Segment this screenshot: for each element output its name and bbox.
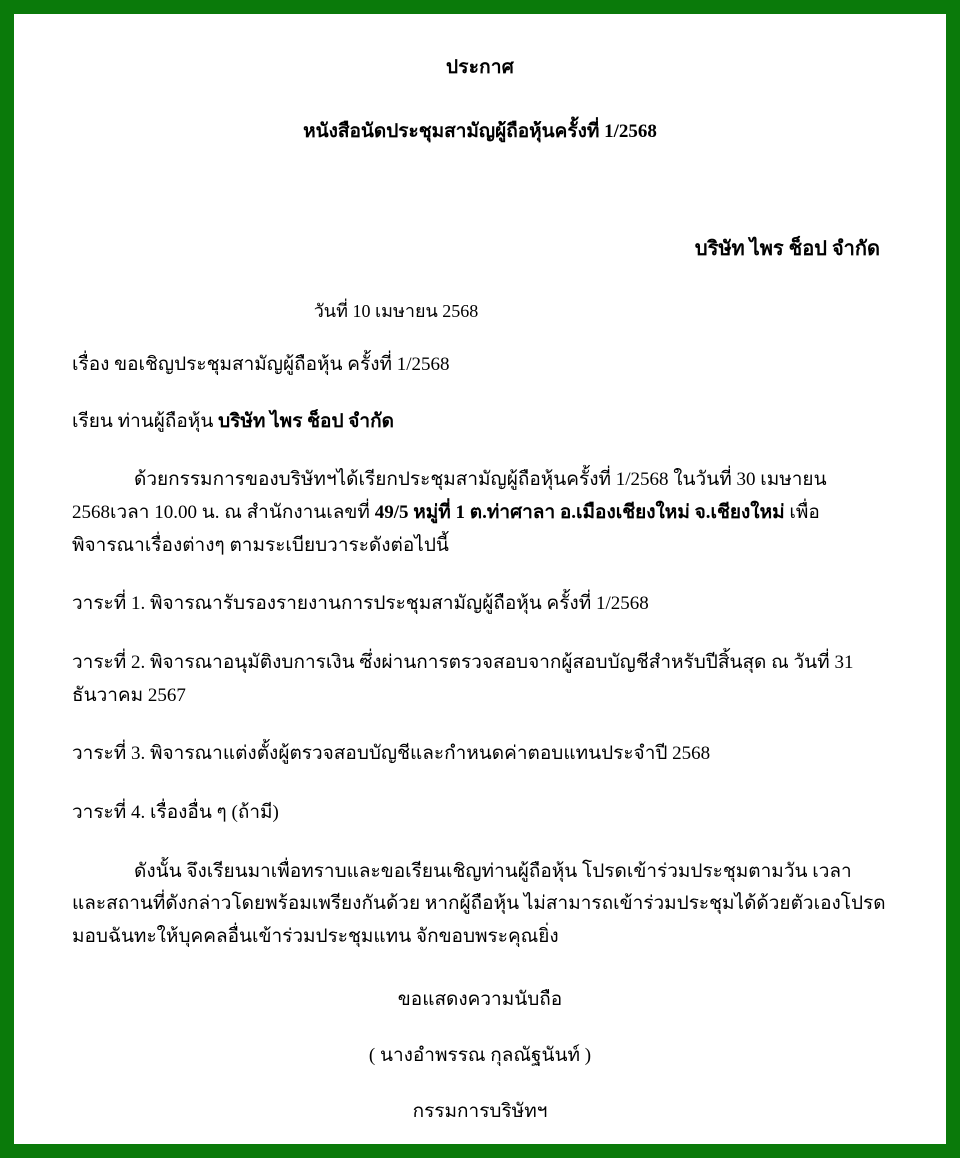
agenda-item-3: วาระที่ 3. พิจารณาแต่งตั้งผู้ตรวจสอบบัญชีและกำหนดค่าตอบแทนประจำปี 2568 (72, 743, 711, 765)
salutation-company: บริษัท ไพร ช็อป จำกัด (218, 410, 394, 432)
subject-line: เรื่อง ขอเชิญประชุมสามัญผู้ถือหุ้น ครั้งที่ 1/2568 (72, 354, 450, 375)
document-date: วันที่ 10 เมษายน 2568 (313, 301, 479, 321)
document-subheading: หนังสือนัดประชุมสามัญผู้ถือหุ้นครั้งที่ 1/2568 (303, 121, 657, 142)
agenda-item-1: วาระที่ 1. พิจารณารับรองรายงานการประชุมสามัญผู้ถือหุ้น ครั้งที่ 1/2568 (72, 593, 649, 615)
document-page (14, 14, 946, 1144)
agenda-item-2: วาระที่ 2. พิจารณาอนุมัติงบการเงิน ซึ่งผ่านการตรวจสอบจากผู้สอบบัญชีสำหรับปีสิ้นสุด ณ วันที่ 31 ธันวาคม 2567 (72, 652, 854, 706)
regards-line: ขอแสดงความนับถือ (397, 988, 563, 1010)
company-name: บริษัท ไพร ช็อป จำกัด (694, 238, 880, 260)
document-content (14, 14, 946, 1136)
body-text-part-2: เพื่อพิจารณาเรื่องต่างๆ ตามระเบียบวาระดังต่อไปนี้ (72, 502, 820, 556)
closing-paragraph: ดังนั้น จึงเรียนมาเพื่อทราบและขอเรียนเชิญท่านผู้ถือหุ้น โปรดเข้าร่วมประชุมตามวัน เวลา และสถานที่ดังกล่าวโดยพร้อมเพรียงกันด้วย หากผู้ถือหุ้น ไม่สามารถเข้าร่วมประชุมได้ด้วยตัวเองโปรดมอบฉันทะให้บุคคลอื่นเข้าร่วมประชุมแทน จักขอบพระคุณยิ่ง (72, 860, 886, 948)
signer-role: กรรมการบริษัทฯ (412, 1100, 548, 1122)
salutation-prefix: เรียน ท่านผู้ถือหุ้น (72, 410, 219, 432)
salutation-line (72, 406, 888, 439)
body-text-part-1: ด้วยกรรมการของบริษัทฯได้เรียกประชุมสามัญผู้ถือหุ้นครั้งที่ 1/2568 ในวันที่ 30 เมษายน 2568เวลา 10.00 น. ณ สำนักงานเลขที่ (72, 469, 827, 524)
signer-name: ( นางอำพรรณ กุลณัฐนันท์ ) (368, 1044, 592, 1066)
body-paragraph-1 (72, 464, 888, 562)
document-heading: ประกาศ (446, 57, 514, 78)
agenda-item-4: วาระที่ 4. เรื่องอื่น ๆ (ถ้ามี) (72, 802, 279, 824)
meeting-address: 49/5 หมู่ที่ 1 ต.ท่าศาลา อ.เมืองเชียงใหม่ จ.เชียงใหม่ (374, 502, 785, 524)
